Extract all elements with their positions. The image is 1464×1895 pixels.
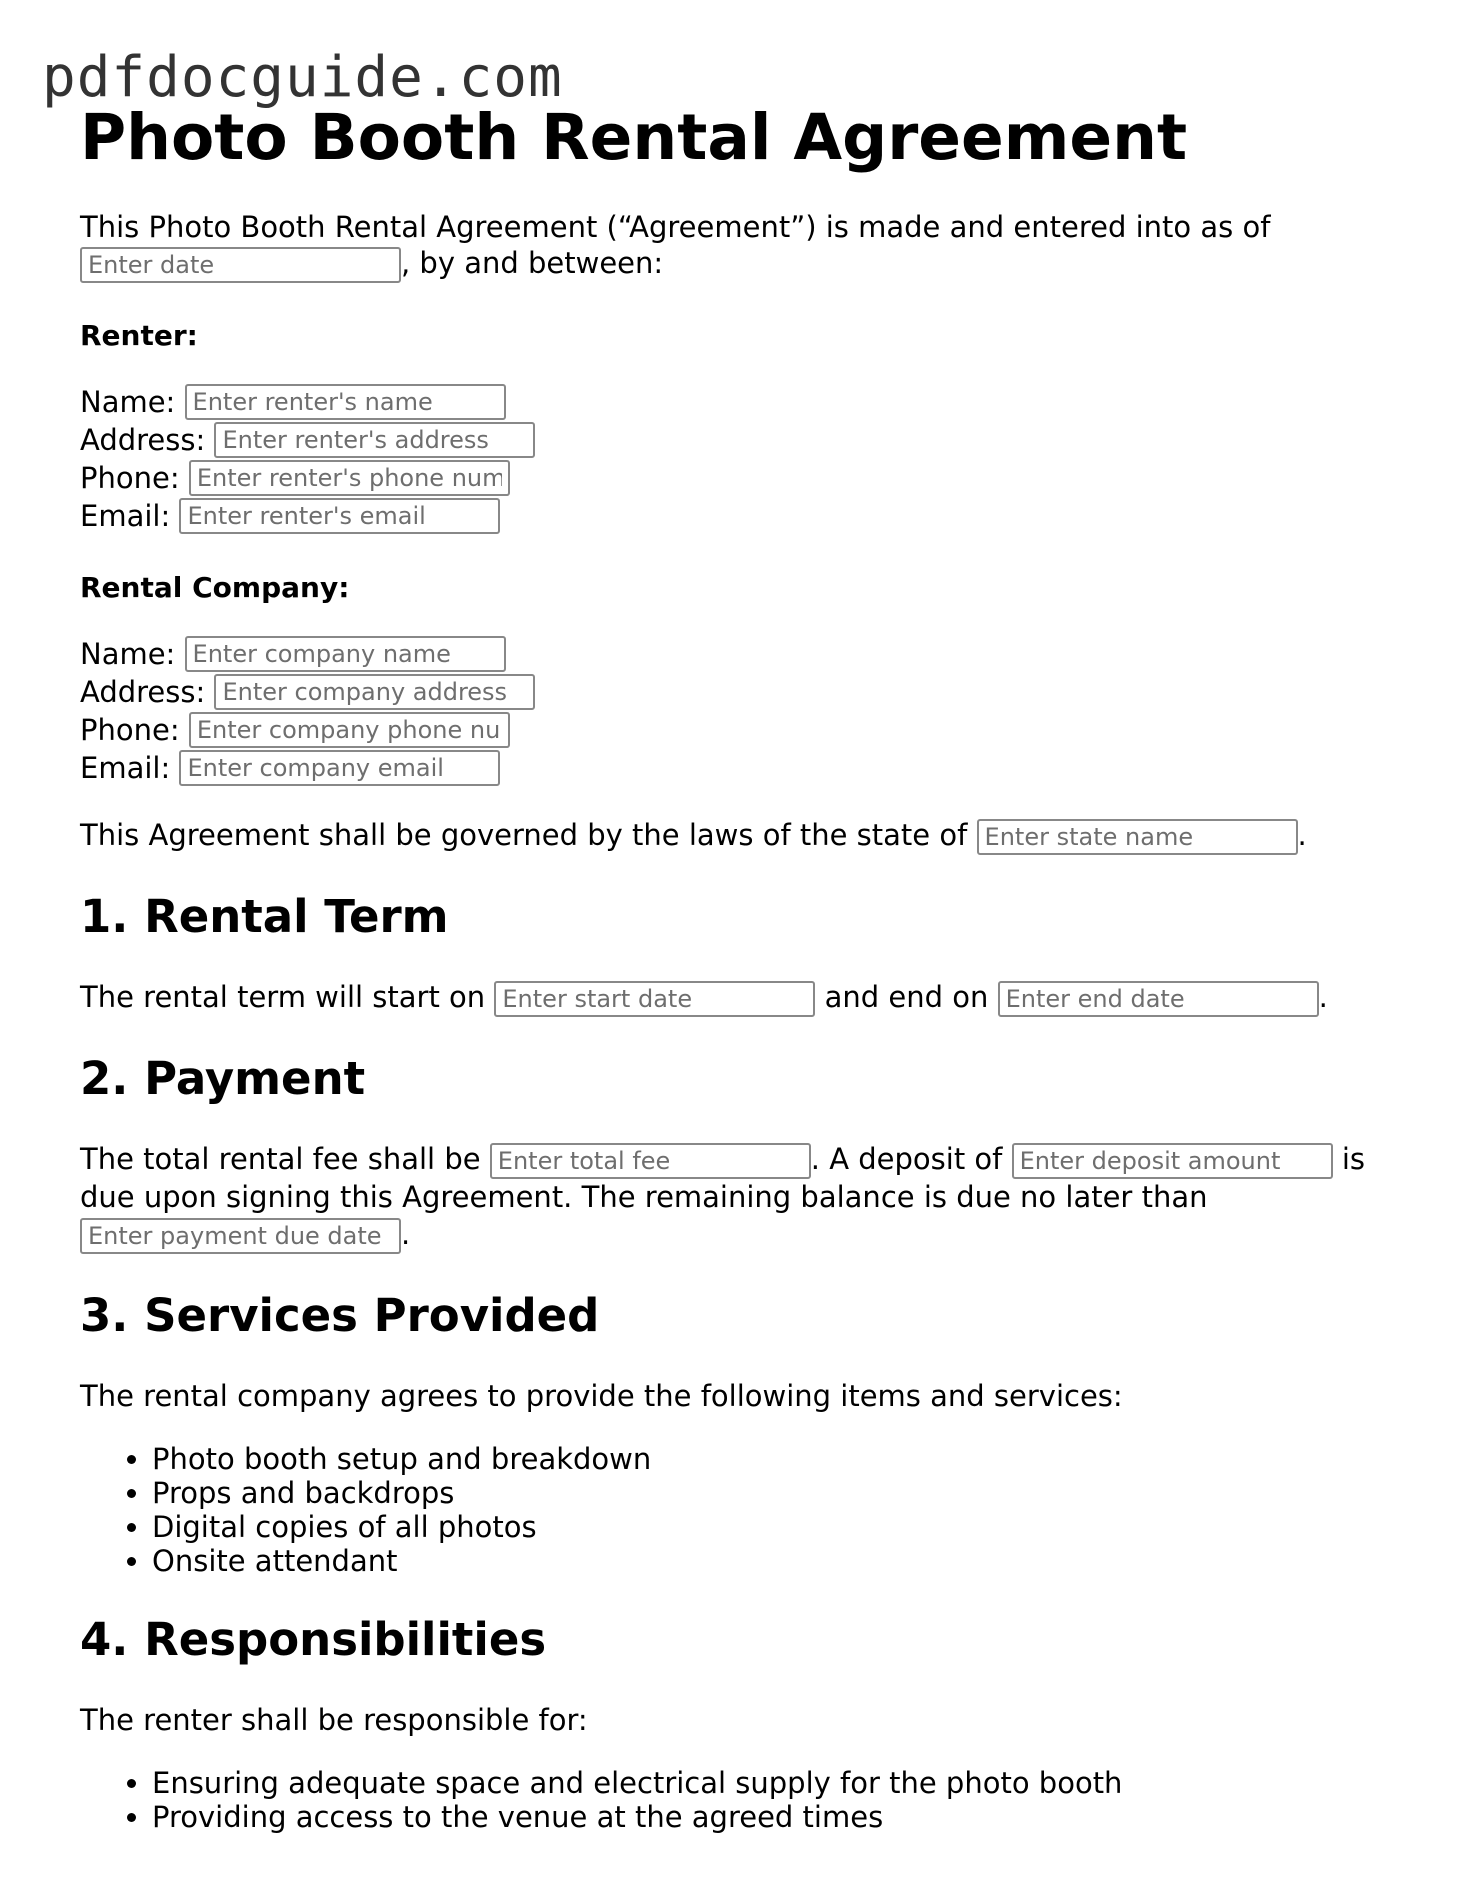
renter-email-label: Email: [80,499,180,533]
company-fields [80,635,1410,787]
services-heading: 3. Services Provided [80,1289,600,1342]
intro-text-after: , by and between: [401,246,664,280]
renter-heading: Renter: [80,319,198,352]
payment-heading: 2. Payment [80,1052,366,1105]
list-item: • Providing access to the venue at the agreed times [152,1800,1410,1834]
payment-text: The total rental fee shall be [80,1142,490,1176]
governing-text: This Agreement shall be governed by the laws of the state of [80,818,977,852]
company-heading: Rental Company: [80,571,350,604]
responsibilities-intro: The renter shall be responsible for: [80,1703,588,1737]
renter-phone-label: Phone: [80,461,189,495]
list-item: • Onsite attendant [152,1544,1410,1578]
rental-term-after: . [1318,980,1328,1014]
renter-email-input[interactable] [179,498,500,534]
governing-law-paragraph [80,817,1410,855]
renter-address-label: Address: [80,423,215,457]
start-date-input[interactable] [494,981,815,1017]
company-address-label: Address: [80,675,215,709]
agreement-document [80,100,1410,1834]
list-item: • Ensuring adequate space and electrical supply for the photo booth [152,1766,1410,1800]
rental-term-heading: 1. Rental Term [80,890,449,943]
watermark: pdfdocguide.com [42,45,563,110]
company-name-input[interactable] [185,636,506,672]
payment-text-after: . [401,1217,411,1251]
renter-phone-input[interactable] [189,460,510,496]
renter-name-label: Name: [80,385,185,419]
responsibilities-heading: 4. Responsibilities [80,1613,547,1666]
list-item: • Props and backdrops [152,1476,1410,1510]
company-phone-label: Phone: [80,713,189,747]
payment-due-date-input[interactable] [80,1218,401,1254]
intro-paragraph [80,209,1410,283]
responsibilities-list [80,1766,1410,1834]
page-title: Photo Booth Rental Agreement [80,101,1188,174]
rental-term-middle: and end on [815,980,998,1014]
list-item: • Photo booth setup and breakdown [152,1442,1410,1476]
renter-address-input[interactable] [214,422,535,458]
rental-term-paragraph [80,979,1410,1017]
company-phone-input[interactable] [189,712,510,748]
agreement-date-input[interactable] [80,247,401,283]
services-intro: The rental company agrees to provide the following items and services: [80,1379,1123,1413]
end-date-input[interactable] [998,981,1319,1017]
rental-term-text: The rental term will start on [80,980,495,1014]
company-name-label: Name: [80,637,185,671]
company-email-input[interactable] [179,750,500,786]
intro-text: This Photo Booth Rental Agreement (“Agreement”) is made and entered into as of [80,210,1271,244]
services-list [80,1442,1410,1578]
company-email-label: Email: [80,751,180,785]
governing-text-after: . [1297,818,1307,852]
renter-name-input[interactable] [185,384,506,420]
state-input[interactable] [977,819,1298,855]
list-item: • Digital copies of all photos [152,1510,1410,1544]
renter-fields [80,383,1410,535]
deposit-input[interactable] [1012,1143,1333,1179]
company-address-input[interactable] [214,674,535,710]
payment-paragraph [80,1141,1410,1254]
total-fee-input[interactable] [490,1143,811,1179]
payment-balance-text: is due upon signing this Agreement. The remaining balance is due no later than [80,1142,1365,1214]
payment-deposit-text: . A deposit of [810,1142,1012,1176]
